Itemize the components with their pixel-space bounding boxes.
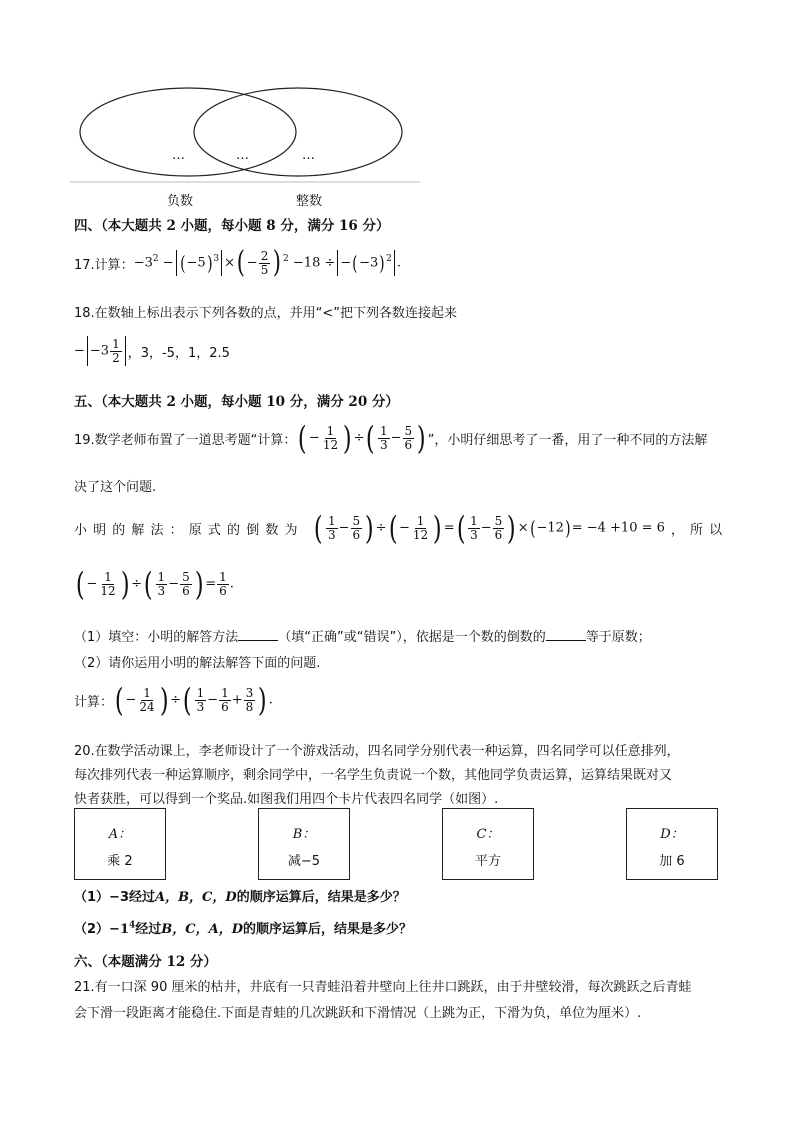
q19-intro-a: 19.数学老师布置了一道思考题“计算： xyxy=(74,432,297,448)
q17-formula: $-3^2 - (-5)^3$ ×( − $\frac{2}{5}$ ) $^2 -18 \div -(-3)^2$ . xyxy=(133,245,401,280)
q20-line2: 每次排列代表一种运算顺序，剩余同学中，一名学生负责说一个数，其他同学负责运算，运算结果既对又 xyxy=(74,768,673,783)
q19-calc-expr: ( − $\frac{1}{24}$ ) ÷( $\frac{1}{3}$ − $\frac{1}{6}$ + $\frac{3}{8}$ ) . xyxy=(114,681,273,719)
q20-sub1: （1）−3经过A，B，C，D的顺序运算后，结果是多少？ xyxy=(74,890,406,905)
venn-label-integer: 整数 xyxy=(296,194,323,209)
q19-calc-line xyxy=(74,681,273,719)
q20-line1: 20.在数学活动课上，李老师设计了一个游戏活动，四名同学分别代表一种运算，四名同学可以任意排列， xyxy=(74,744,680,759)
q19-intro xyxy=(74,419,708,457)
q19-blank-2[interactable] xyxy=(546,628,586,641)
venn-dots-middle: … xyxy=(236,148,249,163)
q18-numbers-line xyxy=(74,336,230,366)
venn-integer-ellipse xyxy=(194,88,402,176)
q21-line1: 21.有一口深 90 厘米的枯井，井底有一只青蛙沿着井壁向上往井口跳跃，由于井壁较滑，每次跳跃之后青蛙 xyxy=(74,980,692,995)
q18-mixed-number: − −3 $\frac{1}{2}$ xyxy=(74,336,128,366)
q19-fill-blank: （1）填空：小明的解答方法 （填“正确”或“错误”），依据是一个数的倒数的 等于原数； xyxy=(74,630,651,645)
q19-solution-prefix: 小 明 的 解 法 ： 原 式 的 倒 数 为 xyxy=(74,522,299,538)
card-b: B： 减−5 xyxy=(258,808,350,880)
question-17 xyxy=(74,245,401,280)
q19-solution-expr: ( $\frac{1}{3}$ − $\frac{5}{6}$ ) ÷( − $\frac{1}{12}$ ) =( $\frac{1}{3}$ − $\frac{5}{6}$ ) ×(−12)= −4 +10 = 6 xyxy=(314,509,665,547)
venn-negative-ellipse xyxy=(80,88,296,176)
q20-line3: 快者获胜，可以得到一个奖品.如图我们用四个卡片代表四名同学（如图）. xyxy=(74,792,499,807)
q18-numbers: ，3，-5，1，2.5 xyxy=(127,345,230,361)
venn-dots-left: … xyxy=(172,148,185,163)
q21-line2: 会下滑一段距离才能稳住.下面是青蛙的几次跳跃和下滑情况（上跳为正，下滑为负，单位为厘米）. xyxy=(74,1006,642,1021)
q19-intro-line2: 决了这个问题. xyxy=(74,480,157,495)
q19-calc-prefix: 计算： xyxy=(74,694,114,710)
section-5-heading: 五、（本大题共 2 小题，每小题 10 分，满分 20 分） xyxy=(74,394,399,410)
q19-solution-suffix: ， 所 以 xyxy=(670,522,724,538)
q20-sub2: $(2)-1^4$经过B，C，A，D的顺序运算后，结果是多少？ xyxy=(74,920,412,937)
section-4-heading: 四、（本大题共 2 小题，每小题 8 分，满分 16 分） xyxy=(74,218,390,234)
q19-intro-b: ”，小明仔细思考了一番，用了一种不同的方法解 xyxy=(427,432,708,448)
q19-solution-line xyxy=(74,509,724,547)
q19-solution-result: ( − $\frac{1}{12}$ ) ÷( $\frac{1}{3}$ − $\frac{5}{6}$ ) = $\frac{1}{6}$ . xyxy=(75,565,234,603)
q19-blank-1[interactable] xyxy=(238,628,278,641)
venn-dots-right: … xyxy=(302,148,315,163)
q17-prefix: 17.计算： xyxy=(74,257,134,273)
card-a: A： 乘 2 xyxy=(74,808,166,880)
q20-sub2-number: $-1^4$ xyxy=(109,920,136,937)
card-c: C： 平方 xyxy=(442,808,534,880)
venn-label-negative: 负数 xyxy=(167,194,194,209)
q19-part2: （2）请你运用小明的解法解答下面的问题. xyxy=(74,656,321,671)
card-d: D： 加 6 xyxy=(626,808,718,880)
q19-expr-1: ( − $\frac{1}{12}$ ) ÷( $\frac{1}{3}$ − $\frac{5}{6}$ ) xyxy=(298,419,426,457)
section-6-heading: 六、（本题满分 12 分） xyxy=(74,954,217,970)
q18-text: 18.在数轴上标出表示下列各数的点，并用“<”把下列各数连接起来 xyxy=(74,306,458,321)
